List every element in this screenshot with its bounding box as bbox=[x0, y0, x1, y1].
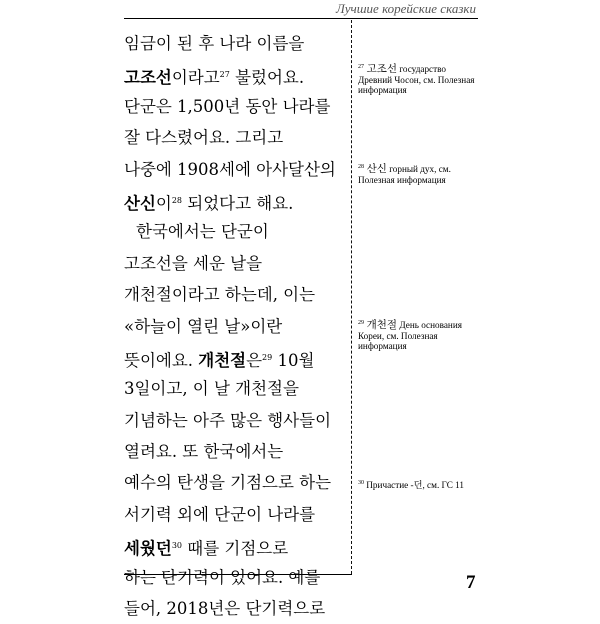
text-line bbox=[124, 342, 349, 373]
text-line bbox=[124, 154, 349, 185]
main-text bbox=[124, 28, 349, 624]
text-line bbox=[124, 28, 349, 59]
text-line bbox=[124, 562, 349, 593]
text-segment: 은 bbox=[246, 350, 263, 370]
text-line bbox=[124, 216, 349, 247]
text-line bbox=[124, 436, 349, 467]
text-segment: 서기력 외에 단군이 나라를 bbox=[124, 504, 316, 524]
text-segment: 뜻이에요. bbox=[124, 350, 199, 370]
footnote-ref: 30 bbox=[171, 541, 183, 551]
highlighted-term: 고조선 bbox=[124, 68, 172, 88]
text-line bbox=[124, 248, 349, 279]
text-line bbox=[124, 405, 349, 436]
bottom-rule bbox=[124, 574, 352, 575]
footnote-term: 산신 bbox=[364, 164, 387, 175]
footnote-text: Причастие -던, см. ГС 11 bbox=[364, 480, 465, 490]
footnote-ref: 28 bbox=[171, 195, 183, 205]
page-number: 7 bbox=[466, 572, 476, 593]
footnote-ref: 27 bbox=[219, 70, 230, 80]
footnote-30 bbox=[358, 478, 476, 490]
text-line bbox=[124, 122, 349, 153]
text-line bbox=[124, 593, 349, 624]
footnote-text: День основания Кореи, см. Полезная информация bbox=[358, 320, 462, 351]
text-segment: 고조선을 세운 날을 bbox=[124, 253, 263, 273]
text-segment: 3일이고, 이 날 개천절을 bbox=[124, 379, 299, 399]
book-title: Лучшие корейские сказки bbox=[335, 1, 476, 16]
text-line bbox=[124, 530, 349, 561]
column-divider bbox=[351, 20, 352, 574]
text-line bbox=[124, 499, 349, 530]
text-segment: 되었다고 해요. bbox=[182, 193, 294, 213]
text-segment: 잘 다스렸어요. 그리고 bbox=[124, 128, 284, 148]
text-segment: 개천절이라고 하는데, 이는 bbox=[124, 285, 316, 305]
footnote-number: 28 bbox=[358, 164, 364, 170]
text-segment: 이라고 bbox=[171, 68, 220, 88]
text-segment: 한국에서는 단군이 bbox=[136, 222, 269, 242]
text-line bbox=[124, 311, 349, 342]
text-segment: 하는 단기력이 있어요. 예를 bbox=[124, 567, 321, 587]
text-segment: 나중에 1908세에 아사달산의 bbox=[124, 159, 336, 179]
footnote-number: 27 bbox=[358, 64, 364, 70]
text-line bbox=[124, 185, 349, 216]
footnote-term: 고조선 bbox=[364, 64, 398, 75]
footnote-29 bbox=[358, 318, 476, 351]
highlighted-term: 개천절 bbox=[198, 350, 247, 370]
text-segment: 10월 bbox=[272, 350, 315, 370]
text-segment: 기념하는 아주 많은 행사들이 bbox=[124, 410, 332, 430]
text-segment: «하늘이 열린 날»이란 bbox=[124, 316, 283, 336]
text-segment: 이 bbox=[155, 193, 172, 213]
footnote-28 bbox=[358, 162, 476, 185]
text-segment: 열려요. 또 한국에서는 bbox=[124, 442, 284, 462]
running-header bbox=[124, 0, 478, 19]
text-segment: 단군은 1,500년 동안 나라를 bbox=[124, 96, 331, 116]
text-segment: 때를 기점으로 bbox=[182, 539, 289, 559]
text-line bbox=[124, 59, 349, 90]
text-line bbox=[124, 279, 349, 310]
text-segment: 예수의 탄생을 기점으로 하는 bbox=[124, 473, 332, 493]
text-segment: 불렀어요. bbox=[229, 68, 305, 88]
text-line bbox=[124, 467, 349, 498]
footnote-ref: 29 bbox=[262, 352, 273, 362]
text-segment: 임금이 된 후 나라 이름을 bbox=[124, 34, 305, 53]
text-segment: 들어, 2018년은 단기력으로 bbox=[124, 599, 326, 619]
highlighted-term: 산신 bbox=[124, 193, 156, 213]
text-line bbox=[124, 373, 349, 404]
highlighted-term: 세웠던 bbox=[124, 539, 172, 559]
footnote-number: 30 bbox=[358, 480, 364, 486]
footnote-27 bbox=[358, 62, 476, 95]
footnote-text: государство Древний Чосон, см. Полезная информация bbox=[358, 64, 475, 95]
footnote-text: горный дух, см. Полезная информация bbox=[358, 164, 451, 185]
text-line bbox=[124, 91, 349, 122]
footnote-number: 29 bbox=[358, 320, 364, 326]
footnote-term: 개천절 bbox=[364, 320, 398, 331]
